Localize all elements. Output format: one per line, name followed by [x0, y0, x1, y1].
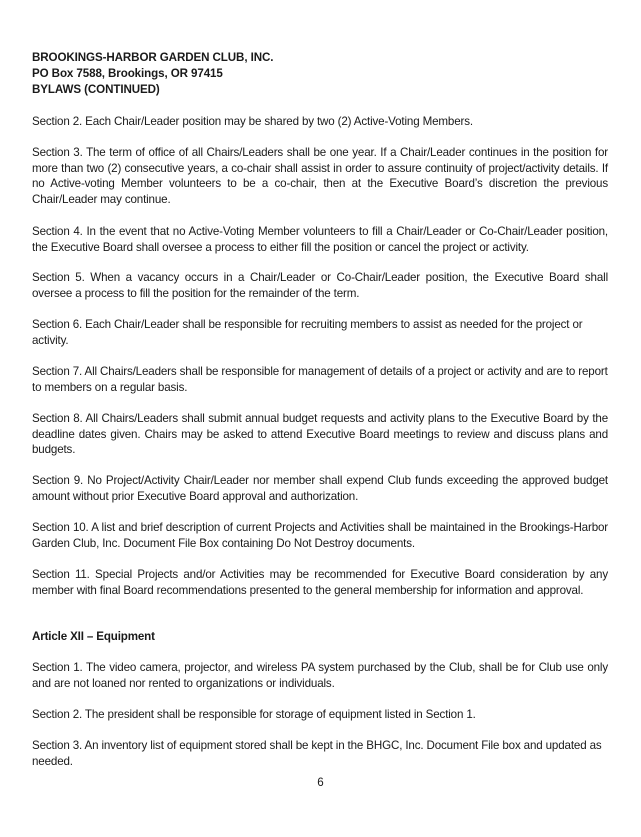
section-10-paragraph: Section 10. A list and brief description of current Projects and Activities shall be maintained in the Brookings-Harbor Garden Club, Inc. Document File Box containing Do Not Destroy documents. [32, 521, 608, 550]
section-4-paragraph: Section 4. In the event that no Active-Voting Member volunteers to fill a Chair/Leader or Co-Chair/Leader position, the Executive Board shall oversee a process to either fill the position or cancel the project or activity. [32, 225, 608, 254]
section-11-paragraph: Section 11. Special Projects and/or Activities may be recommended for Executive Board consideration by any member with final Board recommendations presented to the general membership for information and approval. [32, 568, 608, 597]
section-7-paragraph: Section 7. All Chairs/Leaders shall be responsible for management of details of a project or activity and are to report to members on a regular basis. [32, 365, 608, 394]
section-5-paragraph: Section 5. When a vacancy occurs in a Chair/Leader or Co-Chair/Leader position, the Executive Board shall oversee a process to fill the position for the remainder of the term. [32, 271, 608, 300]
article-section-2-paragraph: Section 2. The president shall be responsible for storage of equipment listed in Section 1. [32, 708, 476, 721]
document-title: BYLAWS (CONTINUED) [32, 83, 160, 96]
section-8-paragraph: Section 8. All Chairs/Leaders shall submit annual budget requests and activity plans to the Executive Board by the deadline dates given. Chairs may be asked to attend Executive Board meetings to review and discuss plans and budgets. [32, 412, 608, 457]
org-address: PO Box 7588, Brookings, OR 97415 [32, 67, 223, 80]
article-heading: Article XII – Equipment [32, 630, 155, 643]
section-9-paragraph: Section 9. No Project/Activity Chair/Leader nor member shall expend Club funds exceeding the approved budget amount without prior Executive Board approval and authorization. [32, 474, 608, 503]
section-2-paragraph: Section 2. Each Chair/Leader position may be shared by two (2) Active-Voting Members. [32, 115, 473, 128]
section-6-paragraph: Section 6. Each Chair/Leader shall be responsible for recruiting members to assist as needed for the project or activity. [32, 318, 583, 347]
article-section-1-paragraph: Section 1. The video camera, projector, and wireless PA system purchased by the Club, shall be for Club use only and are not loaned nor rented to organizations or individuals. [32, 661, 608, 690]
section-3-paragraph: Section 3. The term of office of all Chairs/Leaders shall be one year. If a Chair/Leader continues in the position for more than two (2) consecutive years, a co-chair shall assist in order to assure continuity of project/activity details. If no Active-voting Member volunteers to be a co-chair, then at the Executive Board’s discretion the previous Chair/Leader may continue. [32, 146, 608, 207]
org-name: BROOKINGS-HARBOR GARDEN CLUB, INC. [32, 51, 274, 64]
page-number: 6 [317, 776, 324, 789]
article-section-3-paragraph: Section 3. An inventory list of equipment stored shall be kept in the BHGC, Inc. Document File box and updated as needed. [32, 739, 602, 768]
